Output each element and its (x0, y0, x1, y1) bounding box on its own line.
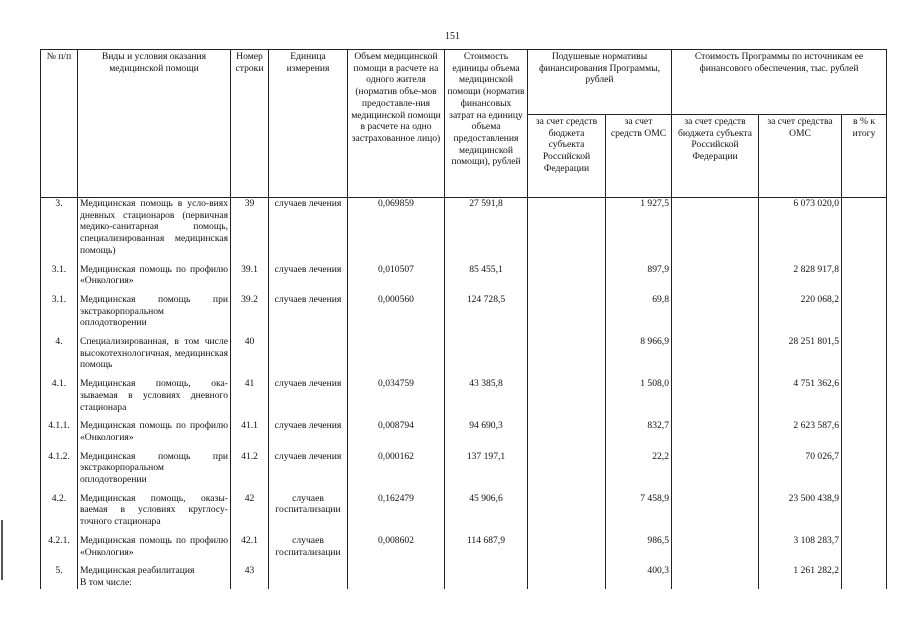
row-spacer (41, 287, 887, 294)
row-num: 3.1. (41, 294, 78, 329)
row-prog-oms: 23 500 438,9 (759, 493, 842, 528)
row-pc-budget (528, 493, 606, 528)
header-care-type: Виды и условия оказания медицинской помощи (78, 50, 231, 198)
row-prog-oms: 3 108 283,7 (759, 535, 842, 558)
row-volume: 0,000162 (348, 451, 445, 486)
table-row (41, 565, 887, 577)
row-line-number: 41 (231, 378, 269, 413)
row-percent (842, 294, 887, 329)
table-row (41, 493, 887, 528)
row-care-type: Медицинская помощь при экстракорпоральном оплодотворении (78, 294, 231, 329)
header-row-number: Номер строки (231, 50, 269, 198)
row-spacer (41, 257, 887, 264)
row-pc-budget (528, 565, 606, 577)
row-prog-budget (672, 451, 759, 486)
row-volume: 0,034759 (348, 378, 445, 413)
row-volume: 0,008602 (348, 535, 445, 558)
row-num: 4.1.2. (41, 451, 78, 486)
row-prog-oms: 28 251 801,5 (759, 336, 842, 371)
row-care-type: Медицинская помощь по профилю «Онкология» (78, 535, 231, 558)
header-prog-oms: за счет средства ОМС (759, 115, 842, 198)
table-row (41, 451, 887, 486)
row-pc-budget (528, 451, 606, 486)
row-spacer (41, 329, 887, 336)
row-prog-oms: 2 623 587,6 (759, 420, 842, 443)
row-unit: случаев лечения (269, 451, 348, 486)
row-percent (842, 378, 887, 413)
row-unit (269, 565, 348, 577)
row-unit-cost: 27 591,8 (445, 198, 528, 257)
header-pc-budget: за счет средств бюджета субъекта Российской Федерации (528, 115, 606, 198)
row-num: 4.1.1. (41, 420, 78, 443)
page-number: 151 (445, 31, 460, 42)
row-pc-budget (528, 420, 606, 443)
row-care-type: Медицинская реабилитация (78, 565, 231, 577)
row-line-number: 42.1 (231, 535, 269, 558)
row-volume (348, 565, 445, 577)
row-care-type: Медицинская помощь, ока-зываемая в условиях дневного стационара (78, 378, 231, 413)
row-percent (842, 577, 887, 589)
row-prog-oms: 6 073 020,0 (759, 198, 842, 257)
row-care-type: Медицинская помощь по профилю «Онкология» (78, 420, 231, 443)
row-unit-cost: 94 690,3 (445, 420, 528, 443)
row-unit-cost: 114 687,9 (445, 535, 528, 558)
row-pc-budget (528, 294, 606, 329)
row-percent (842, 565, 887, 577)
table-row (41, 336, 887, 371)
row-pc-oms: 897,9 (606, 264, 672, 287)
row-spacer (41, 413, 887, 420)
row-unit-cost: 85 455,1 (445, 264, 528, 287)
row-unit-cost: 137 197,1 (445, 451, 528, 486)
row-prog-budget (672, 336, 759, 371)
header-prog-percent: в % к итогу (842, 115, 887, 198)
row-volume: 0,162479 (348, 493, 445, 528)
row-volume: 0,069859 (348, 198, 445, 257)
row-pc-oms: 1 508,0 (606, 378, 672, 413)
table-row (41, 535, 887, 558)
row-volume: 0,000560 (348, 294, 445, 329)
header-prog-budget: за счет средств бюджета субъекта Российской Федерации (672, 115, 759, 198)
row-unit: случаев лечения (269, 198, 348, 257)
table-body (41, 198, 887, 589)
row-unit (269, 577, 348, 589)
row-unit: случаев лечения (269, 420, 348, 443)
row-pc-budget (528, 264, 606, 287)
row-pc-oms: 69,8 (606, 294, 672, 329)
row-prog-budget (672, 565, 759, 577)
row-care-type: Медицинская помощь по профилю «Онкология» (78, 264, 231, 287)
row-unit-cost (445, 336, 528, 371)
row-care-type: В том числе: (78, 577, 231, 589)
row-prog-budget (672, 535, 759, 558)
row-care-type: Медицинская помощь, оказы-ваемая в условиях круглосу-точного стационара (78, 493, 231, 528)
row-prog-budget (672, 577, 759, 589)
row-spacer (41, 444, 887, 451)
row-pc-oms: 8 966,9 (606, 336, 672, 371)
row-num: 4.2. (41, 493, 78, 528)
row-spacer (41, 486, 887, 493)
table-row (41, 264, 887, 287)
row-volume: 0,010507 (348, 264, 445, 287)
table-row (41, 420, 887, 443)
row-spacer (41, 528, 887, 535)
row-percent (842, 264, 887, 287)
header-num: № п/п (41, 50, 78, 198)
row-volume (348, 336, 445, 371)
row-unit-cost: 124 728,5 (445, 294, 528, 329)
table-row (41, 577, 887, 589)
row-care-type: Медицинская помощь при экстракорпоральном оплодотворении (78, 451, 231, 486)
row-line-number: 39.1 (231, 264, 269, 287)
row-prog-oms: 1 261 282,2 (759, 565, 842, 577)
row-prog-budget (672, 420, 759, 443)
row-pc-budget (528, 336, 606, 371)
row-unit-cost (445, 565, 528, 577)
row-percent (842, 451, 887, 486)
row-care-type: Медицинская помощь в усло-виях дневных стационаров (первичная медико-санитарная помощь, специализированная медицинская помощь) (78, 198, 231, 257)
row-unit-cost: 43 385,8 (445, 378, 528, 413)
row-unit: случаев госпитализации (269, 535, 348, 558)
row-prog-oms (759, 577, 842, 589)
header-volume: Объем медицинской помощи в расчете на одного жителя (норматив объе-мов предоставле-ния медицинской помощи в расчете на одно застрахованное лицо) (348, 50, 445, 198)
program-cost-table (40, 49, 887, 589)
row-unit-cost: 45 906,6 (445, 493, 528, 528)
row-num: 3.1. (41, 264, 78, 287)
row-line-number: 42 (231, 493, 269, 528)
table-row (41, 378, 887, 413)
table-row (41, 198, 887, 257)
row-pc-budget (528, 378, 606, 413)
row-volume (348, 577, 445, 589)
row-spacer (41, 371, 887, 378)
row-unit: случаев лечения (269, 264, 348, 287)
row-num (41, 577, 78, 589)
row-pc-oms: 986,5 (606, 535, 672, 558)
row-num: 5. (41, 565, 78, 577)
row-num: 4.1. (41, 378, 78, 413)
row-pc-oms: 22,2 (606, 451, 672, 486)
header-unit-cost: Стоимость единицы объема медицинской помощи (норматив финансовых затрат на единицу объема предоставления медицинской помощи), рублей (445, 50, 528, 198)
row-num: 4. (41, 336, 78, 371)
header-pc-oms: за счет средств ОМС (606, 115, 672, 198)
header-unit: Единица измерения (269, 50, 348, 198)
row-num: 3. (41, 198, 78, 257)
row-line-number (231, 577, 269, 589)
row-prog-oms: 70 026,7 (759, 451, 842, 486)
row-percent (842, 493, 887, 528)
row-line-number: 39 (231, 198, 269, 257)
row-pc-oms (606, 577, 672, 589)
header-program-cost: Стоимость Программы по источникам ее финансового обеспечения, тыс. рублей (672, 50, 887, 115)
header-per-capita: Подушевые нормативы финансирования Программы, рублей (528, 50, 672, 115)
row-num: 4.2.1. (41, 535, 78, 558)
row-pc-oms: 400,3 (606, 565, 672, 577)
row-prog-budget (672, 264, 759, 287)
row-prog-budget (672, 493, 759, 528)
row-percent (842, 198, 887, 257)
row-unit: случаев госпитализации (269, 493, 348, 528)
row-care-type: Специализированная, в том числе высокотехнологичная, медицинская помощь (78, 336, 231, 371)
row-line-number: 41.2 (231, 451, 269, 486)
table-row (41, 294, 887, 329)
row-unit-cost (445, 577, 528, 589)
row-unit: случаев лечения (269, 378, 348, 413)
row-percent (842, 535, 887, 558)
row-line-number: 39.2 (231, 294, 269, 329)
row-unit: случаев лечения (269, 294, 348, 329)
row-prog-budget (672, 294, 759, 329)
row-prog-oms: 220 068,2 (759, 294, 842, 329)
row-unit (269, 336, 348, 371)
row-pc-budget (528, 577, 606, 589)
row-volume: 0,008794 (348, 420, 445, 443)
row-line-number: 40 (231, 336, 269, 371)
row-pc-oms: 1 927,5 (606, 198, 672, 257)
row-line-number: 43 (231, 565, 269, 577)
row-pc-oms: 832,7 (606, 420, 672, 443)
row-prog-oms: 4 751 362,6 (759, 378, 842, 413)
row-spacer (41, 558, 887, 565)
row-prog-oms: 2 828 917,8 (759, 264, 842, 287)
row-percent (842, 420, 887, 443)
row-pc-budget (528, 535, 606, 558)
row-pc-budget (528, 198, 606, 257)
row-percent (842, 336, 887, 371)
row-prog-budget (672, 198, 759, 257)
row-line-number: 41.1 (231, 420, 269, 443)
row-pc-oms: 7 458,9 (606, 493, 672, 528)
scan-mark (1, 520, 3, 580)
row-prog-budget (672, 378, 759, 413)
